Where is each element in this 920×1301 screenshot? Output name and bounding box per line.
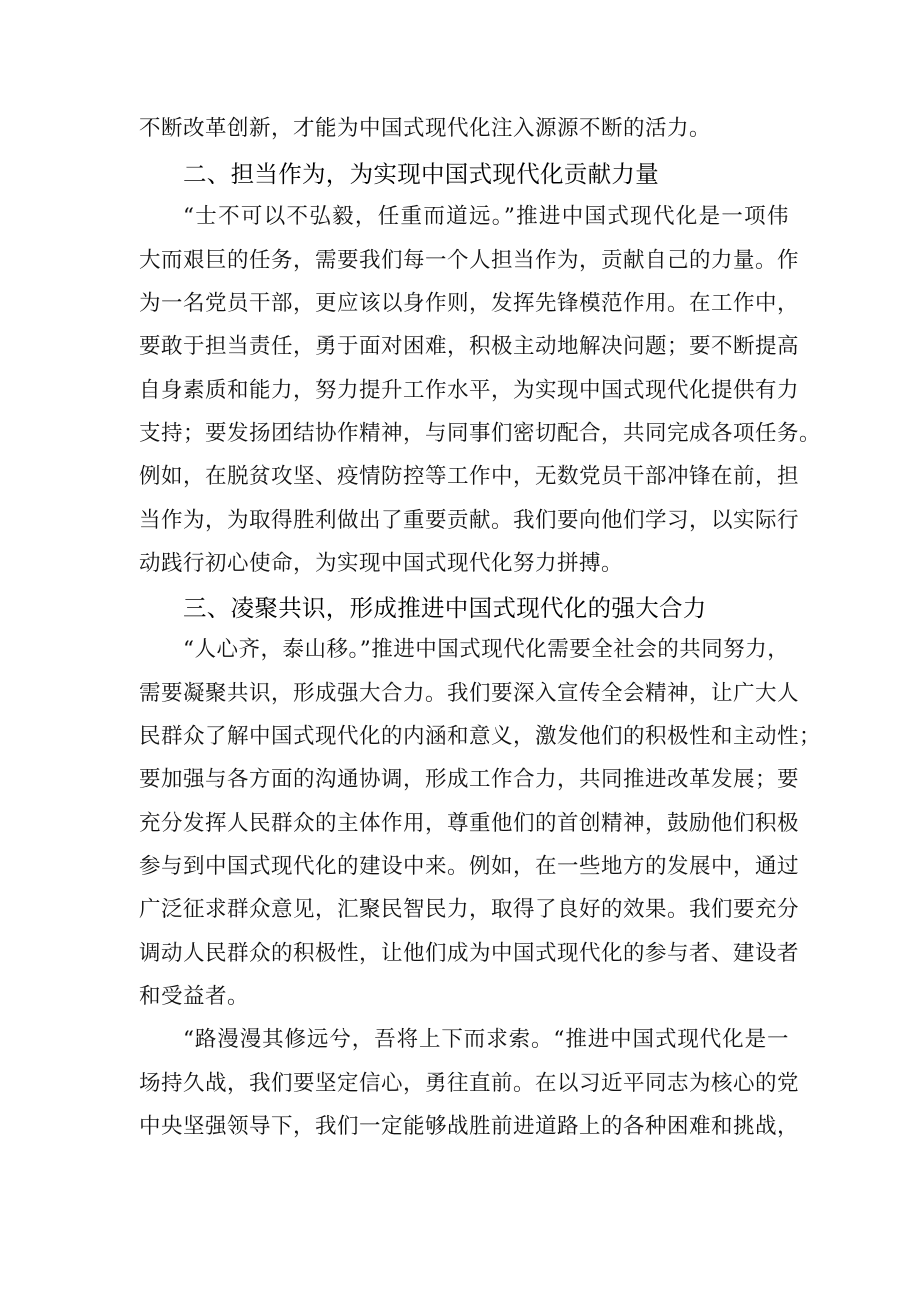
section-heading-2: 二、担当作为，为实现中国式现代化贡献力量 xyxy=(183,160,659,188)
paragraph-line: 要敢于担当责任，勇于面对困难，积极主动地解决问题；要不断提高 xyxy=(139,334,800,359)
paragraph-line: 大而艰巨的任务，需要我们每一个人担当作为，贡献自己的力量。作 xyxy=(139,248,800,273)
paragraph-line: 场持久战，我们要坚定信心，勇往直前。在以习近平同志为核心的党 xyxy=(139,1071,800,1096)
paragraph-line: 为一名党员干部，更应该以身作则，发挥先锋模范作用。在工作中， xyxy=(139,291,800,316)
paragraph-line: 和受益者。 xyxy=(139,984,250,1009)
paragraph-line: 自身素质和能力，努力提升工作水平，为实现中国式现代化提供有力 xyxy=(139,378,800,403)
paragraph-line: 中央坚强领导下，我们一定能够战胜前进道路上的各种困难和挑战， xyxy=(139,1114,800,1139)
paragraph-line: “人心齐，泰山移。”推进中国式现代化需要全社会的共同努力， xyxy=(183,637,790,662)
paragraph-line: 动践行初心使命，为实现中国式现代化努力拼搏。 xyxy=(139,551,624,576)
paragraph-line: 当作为，为取得胜利做出了重要贡献。我们要向他们学习，以实际行 xyxy=(139,508,800,533)
paragraph-line: 要加强与各方面的沟通协调，形成工作合力，共同推进改革发展；要 xyxy=(139,767,800,792)
paragraph-line: 参与到中国式现代化的建设中来。例如，在一些地方的发展中，通过 xyxy=(139,854,800,879)
paragraph-line: 广泛征求群众意见，汇聚民智民力，取得了良好的效果。我们要充分 xyxy=(139,897,800,922)
paragraph-line: “士不可以不弘毅，任重而道远。”推进中国式现代化是一项伟 xyxy=(183,204,789,229)
section-heading-3: 三、凌聚共识，形成推进中国式现代化的强大合力 xyxy=(183,594,707,622)
paragraph-line: 支持；要发扬团结协作精神，与同事们密切配合，共同完成各项任务。 xyxy=(139,421,822,446)
paragraph-line: 需要凝聚共识，形成强大合力。我们要深入宣传全会精神，让广大人 xyxy=(139,681,800,706)
paragraph-line: 民群众了解中国式现代化的内涵和意义，激发他们的积极性和主动性； xyxy=(139,724,822,749)
paragraph-line: 调动人民群众的积极性，让他们成为中国式现代化的参与者、建设者 xyxy=(139,941,800,966)
paragraph-line: 例如，在脱贫攻坚、疫情防控等工作中，无数党员干部冲锋在前，担 xyxy=(139,464,800,489)
paragraph-line: 充分发挥人民群众的主体作用，尊重他们的首创精神，鼓励他们积极 xyxy=(139,811,800,836)
paragraph-line: “路漫漫其修远兮，吾将上下而求索。“推进中国式现代化是一 xyxy=(183,1027,789,1052)
paragraph-line: 不断改革创新，才能为中国式现代化注入源源不断的活力。 xyxy=(139,116,712,141)
